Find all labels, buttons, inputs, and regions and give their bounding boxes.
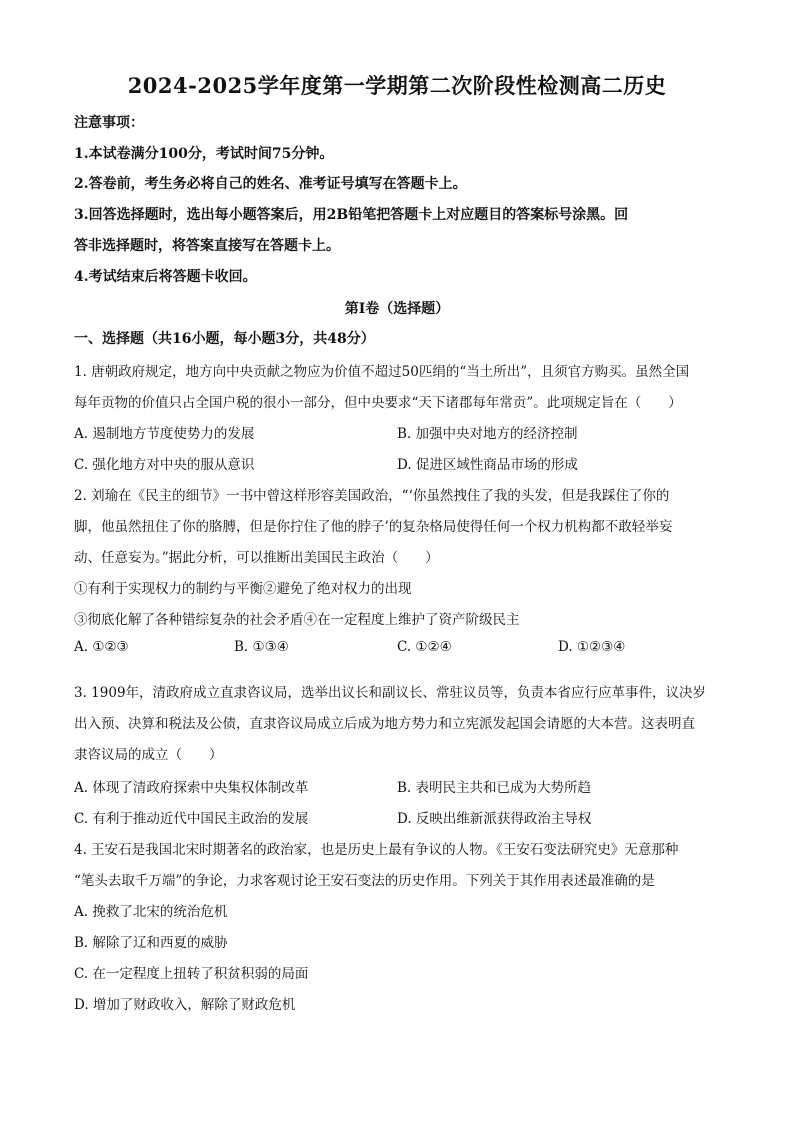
notice-item: 2.答卷前，考生务必将自己的姓名、准考证号填写在答题卡上。 [74,176,467,192]
question-1-option-c: C. 强化地方对中央的服从意识 [74,457,255,473]
exam-title: 2024-2025学年度第一学期第二次阶段性检测高二历史 [127,73,667,98]
question-1-line: 每年贡物的价值只占全国户税的很小一部分，但中央要求“天下诸郡每年常贡”。此项规定旨在（ ） [74,395,682,411]
notice-item: 答非选择题时，将答案直接写在答题卡上。 [74,238,340,254]
question-2-line: 脚，他虽然扭住了你的胳膊，但是你拧住了他的脖子’的复杂格局使得任何一个权力机构都不敢轻举妄 [74,519,673,535]
notice-item: 1.本试卷满分100分，考试时间75分钟。 [74,146,334,162]
question-1-line: 1. 唐朝政府规定，地方向中央贡献之物应为价值不超过50匹绢的“当土所出”，且须官方购买。虽然全国 [74,364,690,380]
question-3-line: 3. 1909年，清政府成立直隶咨议局，选举出议长和副议长、常驻议员等，负责本省应行应革事件，议决岁 [74,685,707,701]
question-1-option-b: B. 加强中央对地方的经济控制 [397,426,578,442]
question-4-option-d: D. 增加了财政收入，解除了财政危机 [74,997,296,1013]
question-2-option-c: C. ①②④ [397,639,452,655]
question-3-line: 出入预、决算和税法及公债，直隶咨议局成立后成为地方势力和立宪派发起国会请愿的大本营。这表明直 [74,716,695,732]
question-2-line: 动、任意妄为。”据此分析，可以推断出美国民主政治（ ） [74,550,439,566]
question-3-option-a: A. 体现了清政府探索中央集权体制改革 [74,780,309,796]
section-title: 一、选择题（共16小题，每小题3分，共48分） [74,331,375,347]
notice-item: 4.考试结束后将答题卡收回。 [74,269,257,285]
question-4-option-c: C. 在一定程度上扭转了积贫积弱的局面 [74,966,309,982]
question-1-option-d: D. 促进区域性商品市场的形成 [397,457,578,473]
question-4-option-a: A. 挽救了北宋的统治危机 [74,904,228,920]
question-3-option-d: D. 反映出维新派获得政治主导权 [397,811,592,827]
part-title: 第Ⅰ卷（选择题） [344,301,450,317]
question-3-line: 隶咨议局的成立（ ） [74,747,223,763]
question-4-line: 4. 王安石是我国北宋时期著名的政治家，也是历史上最有争议的人物。《王安石变法研究史》无意那种 [74,842,679,858]
question-2-option-b: B. ①③④ [234,639,289,655]
question-2-line: ③彻底化解了各种错综复杂的社会矛盾④在一定程度上维护了资产阶级民主 [74,612,520,628]
question-3-option-b: B. 表明民主共和已成为大势所趋 [397,780,592,796]
question-1-option-a: A. 遏制地方节度使势力的发展 [74,426,255,442]
question-2-option-a: A. ①②③ [74,639,129,655]
question-2-line: ①有利于实现权力的制约与平衡②避免了绝对权力的出现 [74,581,412,597]
question-2-option-d: D. ①②③④ [558,639,626,655]
question-4-option-b: B. 解除了辽和西夏的威胁 [74,935,228,951]
question-3-option-c: C. 有利于推动近代中国民主政治的发展 [74,811,309,827]
question-2-line: 2. 刘瑜在《民主的细节》一书中曾这样形容美国政治，“‘你虽然拽住了我的头发，但是我踩住了你的 [74,488,670,504]
notice-item: 3.回答选择题时，选出每小题答案后，用2B铅笔把答题卡上对应题目的答案标号涂黑。回 [74,207,629,223]
question-4-line: “笔头去取千万端”的争论，力求客观讨论王安石变法的历史作用。下列关于其作用表述最准确的是 [74,873,655,889]
notice-heading: 注意事项： [74,115,144,131]
